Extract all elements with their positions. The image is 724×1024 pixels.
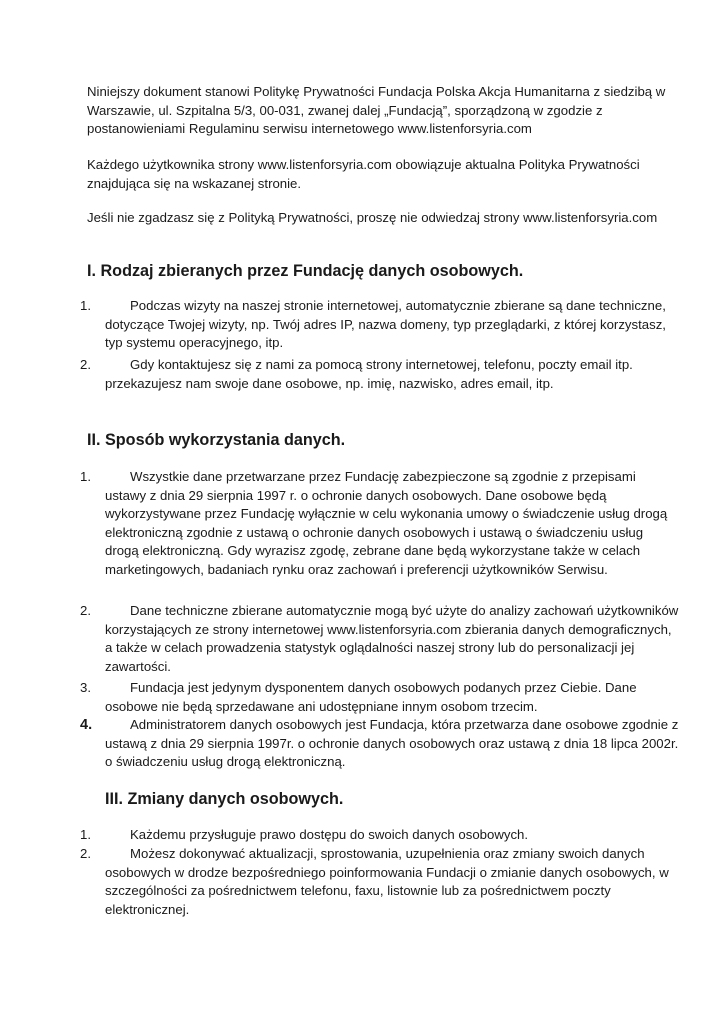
list-item — [80, 356, 680, 393]
list-item-text: Możesz dokonywać aktualizacji, sprostowania, uzupełnienia oraz zmiany swoich danych osobowych w drodze bezpośredniego poinformowania Fundacji o zmianie danych osobowych, w szczególności za pośrednictwem telefonu, faxu, listownie lub za pośrednictwem poczty elektronicznej. — [105, 846, 669, 917]
intro-paragraph: Jeśli nie zgadzasz się z Polityką Prywatności, proszę nie odwiedzaj strony www.listenforsyria.com — [87, 210, 658, 225]
list-item — [80, 716, 680, 772]
list-item-text: Podczas wizyty na naszej stronie internetowej, automatycznie zbierane są dane techniczne, dotyczące Twojej wizyty, np. Twój adres IP, nazwa domeny, typ przeglądarki, z której korzystasz, typ systemu operacyjnego, itp. — [105, 298, 666, 350]
list-item — [80, 826, 680, 845]
list-number: 3. — [80, 680, 91, 695]
list-item — [80, 297, 680, 353]
section-heading: I. Rodzaj zbieranych przez Fundację danych osobowych. — [87, 262, 524, 280]
list-item — [80, 845, 680, 919]
list-item-text: Wszystkie dane przetwarzane przez Fundację zabezpieczone są zgodnie z przepisami ustawy z dnia 29 sierpnia 1997 r. o ochronie danych osobowych. Dane osobowe będą wykorzystywane przez Fundację wyłącznie w celu wykonania umowy o świadczenie usług drogą elektroniczną zgodnie z ustawą o ochronie danych osobowych i ustawą o świadczeniu usług drogą elektroniczną. Gdy wyrazisz zgodę, zebrane dane będą wykorzystane także w celach marketingowych, badaniach rynku oraz zachowań i preferencji użytkowników Serwisu. — [105, 469, 668, 577]
list-item-text: Administratorem danych osobowych jest Fundacja, która przetwarza dane osobowe zgodnie z ustawą z dnia 29 sierpnia 1997r. o ochronie danych osobowych oraz ustawą z dnia 18 lipca 2002r. o świadczeniu usług drogą elektroniczną. — [105, 717, 679, 769]
list-item-text: Fundacja jest jedynym dysponentem danych osobowych podanych przez Ciebie. Dane osobowe nie będą sprzedawane ani udostępniane innym osobom trzecim. — [105, 680, 637, 714]
intro-paragraph: Niniejszy dokument stanowi Politykę Prywatności Fundacja Polska Akcja Humanitarna z siedzibą w Warszawie, ul. Szpitalna 5/3, 00-031, zwanej dalej „Fundacją”, sporządzoną w zgodzie z postanowieniami Regulaminu serwisu internetowego www.listenforsyria.com — [87, 84, 666, 136]
intro-paragraph: Każdego użytkownika strony www.listenforsyria.com obowiązuje aktualna Polityka Prywatności znajdująca się na wskazanej stronie. — [87, 157, 640, 191]
section-heading: II. Sposób wykorzystania danych. — [87, 431, 346, 449]
list-number: 1. — [80, 298, 91, 313]
list-number: 1. — [80, 827, 91, 842]
list-item-text: Każdemu przysługuje prawo dostępu do swoich danych osobowych. — [130, 827, 529, 842]
list-number: 4. — [80, 717, 93, 733]
list-item — [80, 679, 680, 716]
list-item — [80, 602, 680, 676]
list-number: 1. — [80, 469, 91, 484]
list-number: 2. — [80, 603, 91, 618]
section-heading: III. Zmiany danych osobowych. — [105, 790, 344, 808]
list-item — [80, 468, 680, 579]
list-item-text: Dane techniczne zbierane automatycznie mogą być użyte do analizy zachowań użytkowników korzystających ze strony internetowej www.listenforsyria.com zbierania danych demograficznych, a także w celach prowadzenia statystyk oglądalności naszej strony lub do personalizacji jej zawartości. — [105, 603, 679, 674]
list-number: 2. — [80, 357, 91, 372]
list-number: 2. — [80, 846, 91, 861]
list-item-text: Gdy kontaktujesz się z nami za pomocą strony internetowej, telefonu, poczty email itp. przekazujesz nam swoje dane osobowe, np. imię, nazwisko, adres email, itp. — [105, 357, 633, 391]
